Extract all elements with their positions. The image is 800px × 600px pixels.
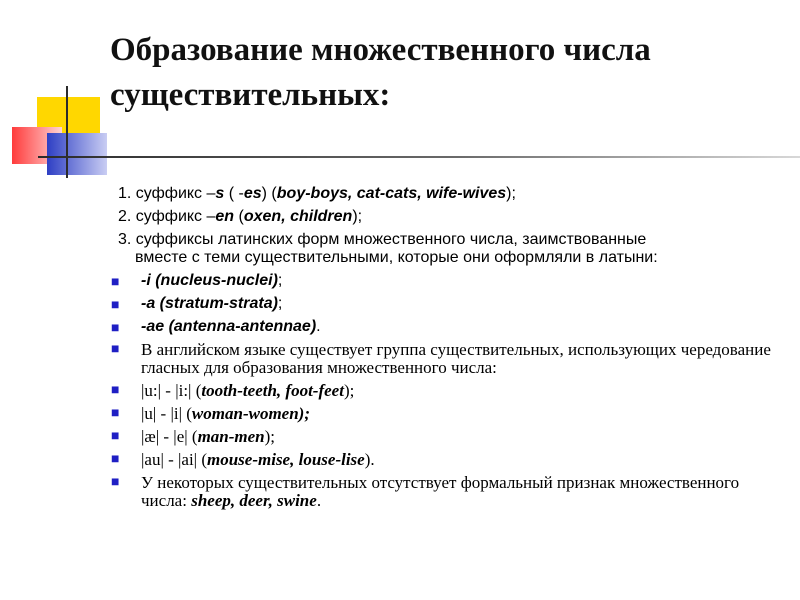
square-bullet-icon: ■ — [111, 296, 120, 312]
square-bullet-icon: ■ — [111, 342, 120, 357]
bullet-item-vowel-change: ■ В английском языке существует группа существительных, использующих чередование гласных для образования множественного числа: — [111, 340, 771, 377]
bullet-item-man: ■ |æ| - |e| (man-men); — [111, 427, 276, 446]
bullet-item-latin-a: ■ -a (stratum-strata); — [111, 295, 283, 312]
list-item-1: 1. суффикс –s ( -es) (boy-boys, cat-cats, wife-wives); — [118, 185, 516, 202]
square-bullet-icon: ■ — [111, 429, 120, 444]
list-item-3: 3. суффиксы латинских форм множественного числа, заимствованные вместе с теми существительными, которые они оформляли в латыни: — [118, 231, 658, 266]
square-bullet-icon: ■ — [111, 273, 120, 289]
square-bullet-icon: ■ — [111, 452, 120, 467]
square-bullet-icon: ■ — [111, 383, 120, 398]
decor-blue-square — [47, 133, 107, 175]
square-bullet-icon: ■ — [111, 475, 120, 490]
list-item-2: 2. суффикс –en (oxen, children); — [118, 208, 363, 225]
square-bullet-icon: ■ — [111, 319, 120, 335]
slide-body — [108, 185, 788, 515]
bullet-item-mouse: ■ |au| - |ai| (mouse-mise, louse-lise). — [111, 450, 375, 469]
square-bullet-icon: ■ — [111, 406, 120, 421]
title-underline — [38, 156, 800, 158]
title-line-2: существительных: — [110, 77, 391, 113]
slide-title — [110, 28, 770, 118]
bullet-item-latin-i: ■ -i (nucleus-nuclei); — [111, 272, 283, 289]
title-line-1: Образование множественного числа — [110, 32, 651, 68]
decor-vertical-line — [66, 86, 68, 178]
bullet-item-woman: ■ |u| - |i| (woman-women); — [111, 404, 310, 423]
bullet-item-latin-ae: ■ -ae (antenna-antennae). — [111, 318, 321, 335]
bullet-item-tooth: ■ |u:| - |i:| (tooth-teeth, foot-feet); — [111, 381, 355, 400]
bullet-item-sheep: ■ У некоторых существительных отсутствует формальный признак множественного числа: sheep, deer, swine. — [111, 473, 740, 510]
